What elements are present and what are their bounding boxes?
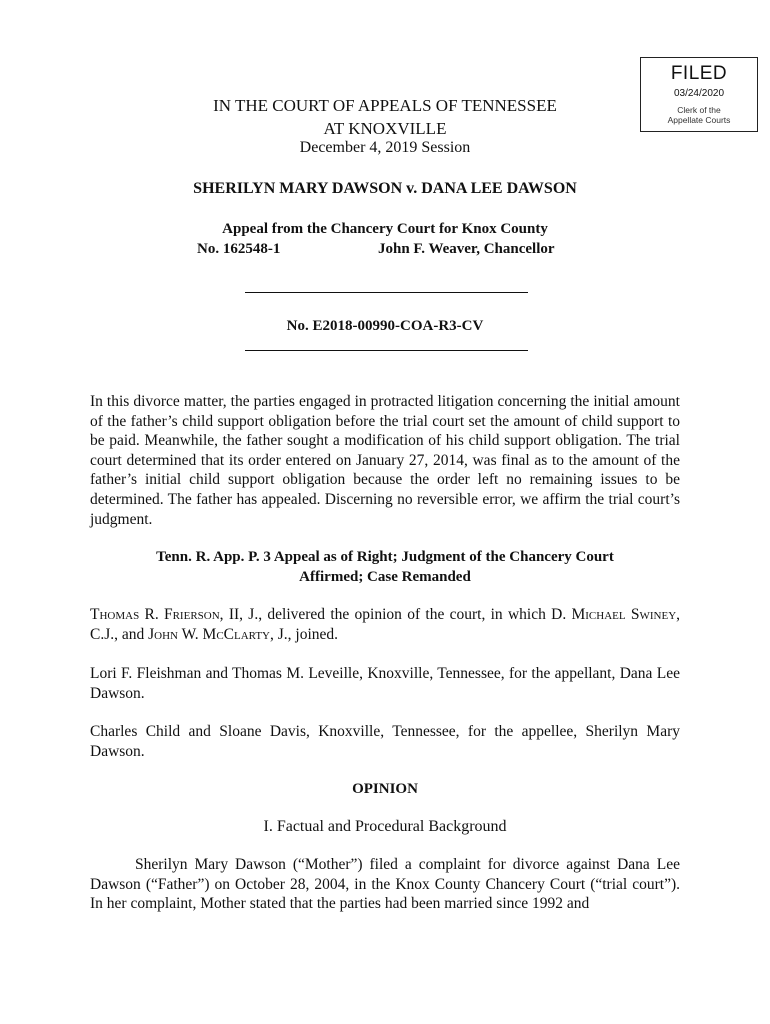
delivered-text-3: , J., joined. [270,625,339,643]
court-title [0,94,770,140]
case-title: SHERILYN MARY DAWSON v. DANA LEE DAWSON [193,180,577,197]
holding [90,547,680,587]
stamp-filed-date: 03/24/2020 [673,88,725,99]
author-judge: Thomas R. Frierson [90,606,220,623]
opinion-heading: OPINION [352,781,418,797]
delivered-text-1: , II, J., delivered the opinion of the court, in which [219,606,552,623]
divider-top [245,292,528,293]
stamp-courts-label: Appellate Courts [667,115,731,125]
section-heading: I. Factual and Procedural Background [263,818,507,835]
delivered-by [90,605,680,644]
opinion-paragraph: Sherilyn Mary Dawson (“Mother”) filed a complaint for divorce against Dana Lee Dawson (“Father”) on October 28, 2004, in the Knox County Chancery Court (“trial court”). In her complaint, Mother stated that the parties had been married since 1992 and [90,856,680,913]
court-location: AT KNOXVILLE [323,119,447,138]
case-summary: In this divorce matter, the parties engaged in protracted litigation concerning the initial amount of the father’s child support obligation before the trial court set the amount of child support to be paid. Meanwhile, the father sought a modification of his child support obligation. The trial court determined that its order entered on January 27, 2014, was final as to the amount of the father’s initial child support obligation because the order left no remaining issues to be determined. The father has appealed. Discerning no reversible error, we affirm the trial court’s judgment. [90,393,680,528]
session-date: December 4, 2019 Session [299,139,471,156]
trial-judge: John F. Weaver, Chancellor [378,241,555,257]
stamp-clerk-label: Clerk of the [677,105,721,115]
concurring-judge-2: John W. McClarty [148,625,270,643]
trial-case-number: No. 162548-1 [197,241,281,257]
delivered-text-2: , C.J., and [90,606,681,643]
appellant-counsel: Lori F. Fleishman and Thomas M. Leveille, Knoxville, Tennessee, for the appellant, Dana Lee Dawson. [90,665,680,702]
appeal-case-number: No. E2018-00990-COA-R3-CV [286,318,484,334]
appellee-counsel: Charles Child and Sloane Davis, Knoxville, Tennessee, for the appellee, Sherilyn Mary Dawson. [90,723,680,760]
holding-line-1: Tenn. R. App. P. 3 Appeal as of Right; Judgment of the Chancery Court [156,549,614,565]
stamp-filed-label: FILED [670,63,728,84]
court-name: IN THE COURT OF APPEALS OF TENNESSEE [213,96,557,115]
concurring-judge-1: D. Michael Swiney [551,606,677,623]
divider-bottom [245,350,528,351]
appeal-from: Appeal from the Chancery Court for Knox County [222,221,548,237]
holding-line-2: Affirmed; Case Remanded [299,569,471,585]
